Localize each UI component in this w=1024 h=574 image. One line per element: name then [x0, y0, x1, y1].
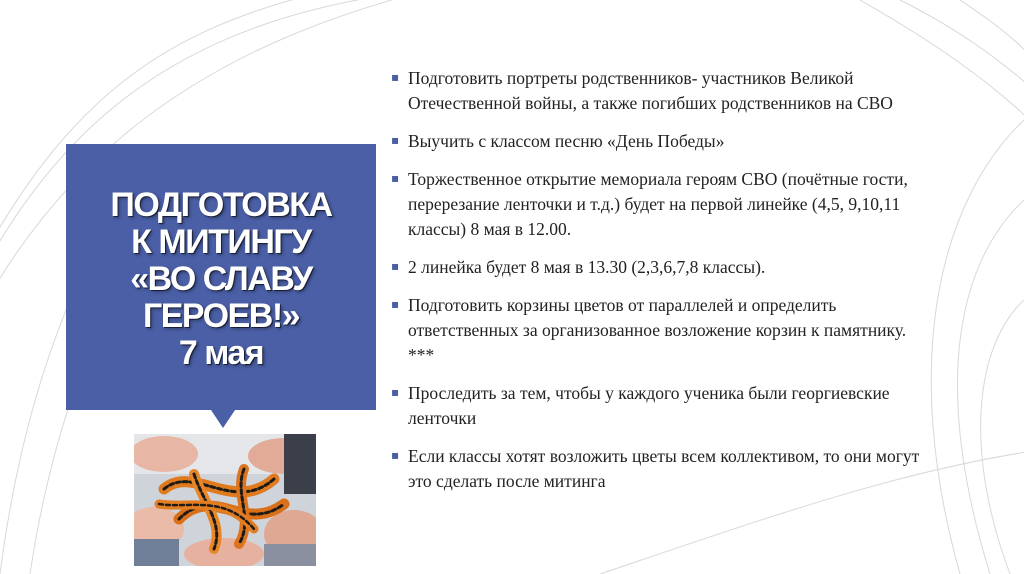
bullet-marker-icon: ▪ [391, 259, 400, 273]
bullet-item-flower-baskets [391, 293, 991, 368]
title-line-2: К МИТИНГУ [131, 222, 311, 261]
bullet-marker-icon: ▪ [391, 70, 400, 84]
bullet-marker-icon: ▪ [391, 171, 400, 185]
bullet-marker-icon: ▪ [391, 133, 400, 147]
bullet-list [391, 66, 991, 507]
bullet-marker-icon: ▪ [391, 385, 400, 399]
bullet-item-portraits [391, 66, 991, 116]
bullet-item-second-assembly [391, 255, 991, 280]
bullet-item-memorial [391, 167, 991, 242]
bullet-marker-icon: ▪ [391, 448, 400, 462]
bullet-text: Подготовить корзины цветов от параллелей и определить ответственных за организованное возложение корзин к памятнику. *** [408, 295, 907, 365]
title-line-4: ГЕРОЕВ!» [142, 296, 300, 335]
bullet-text: Торжественное открытие мемориала героям СВО (почётные гости, перерезание ленточки и т.д.) будет на первой линейке (4,5, 9,10,11 классы) 8 мая в 12.00. [408, 169, 908, 239]
callout-pointer [211, 410, 235, 428]
bullet-text: Проследить за тем, чтобы у каждого ученика были георгиевские ленточки [408, 383, 890, 428]
bullet-text: 2 линейка будет 8 мая в 13.30 (2,3,6,7,8 классы). [408, 257, 766, 277]
bullet-text: Если классы хотят возложить цветы всем коллективом, то они могут это сделать после митинга [408, 446, 920, 491]
bullet-item-ribbons [391, 381, 991, 431]
bullet-text: Выучить с классом песню «День Победы» [408, 131, 725, 151]
bullet-marker-icon: ▪ [391, 297, 400, 311]
bullet-item-class-flowers [391, 444, 991, 494]
title-line-1: ПОДГОТОВКА [110, 185, 332, 224]
bullet-text: Подготовить портреты родственников- участников Великой Отечественной войны, а также погибших родственников на СВО [408, 68, 893, 113]
bullet-item-song [391, 129, 991, 154]
title-line-3: «ВО СЛАВУ [130, 259, 312, 298]
hands-with-ribbons-photo [134, 434, 316, 566]
title-date: 7 мая [178, 333, 264, 372]
title-box [66, 144, 376, 410]
